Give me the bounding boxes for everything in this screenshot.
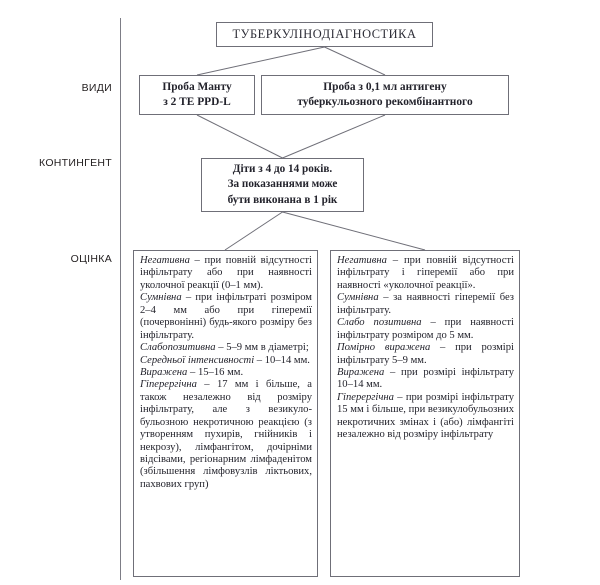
evaluation-entry [140, 367, 312, 379]
type-box-mantoux-line1: Проба Манту [162, 81, 232, 94]
stage-label-types: ВИДИ [81, 82, 112, 94]
evaluation-entry-text: – 5–9 мм в діаметрі; [215, 342, 309, 354]
evaluation-entry-text: – при розмірі інфільтрату 10–14 мм. [337, 366, 514, 391]
evaluation-box-antigen [330, 250, 520, 577]
evaluation-entry [140, 355, 312, 367]
title-box [216, 22, 433, 47]
evaluation-entry [140, 292, 312, 342]
evaluation-entry [337, 392, 514, 442]
evaluation-entry [337, 367, 514, 392]
stage-label-contingent: КОНТИНГЕНТ [39, 157, 112, 169]
evaluation-entry-term: Сумнівна [337, 292, 379, 304]
evaluation-entry-term: Виражена [140, 366, 188, 378]
type-box-antigen-line1: Проба з 0,1 мл антигену [323, 81, 447, 94]
evaluation-entry-term: Помірно виражена [337, 342, 431, 354]
evaluation-entry [337, 317, 514, 342]
evaluation-entry [140, 379, 312, 491]
evaluation-entry [337, 292, 514, 317]
type-box-antigen [261, 75, 509, 115]
evaluation-entry-text: – 15–16 мм. [187, 366, 244, 378]
evaluation-entry-text: – при повній відсутності інфільтрату і гіперемії або при наявності «уколочної реакції». [337, 255, 514, 291]
evaluation-entry-text: – 17 мм і більше, а також незалежно від розміру інфільтрату, але з везикуло-бульозною некротичною реакцією (з утворенням пухирів, гнійників і некрозу), лімфангітом, дочірніми відсівами, регіонарним лімфаденітом (збільшення лімфовузлів ліктьових, пахвових груп) [140, 379, 312, 490]
contingent-box-line3: бути виконана в 1 рік [227, 193, 338, 206]
evaluation-entry [140, 255, 312, 292]
evaluation-entry-text: – при розмірі інфільтрату 15 мм і більше, при везикулобульозних некротичних змінах і (або) лімфангіті незалежно від розміру інфільтрату [337, 391, 514, 441]
evaluation-entry-term: Негативна [140, 255, 190, 266]
evaluation-entry [337, 255, 514, 292]
evaluation-entry-text: – при інфільтраті розміром 2–4 мм або при гіперемії (почервонінні) будь-якого розміру без інфільтрату. [140, 292, 312, 341]
evaluation-box-mantoux [133, 250, 318, 577]
evaluation-entry [337, 342, 514, 367]
evaluation-entry-term: Середньої інтенсивності [140, 354, 255, 366]
evaluation-entry-text: – при наявності інфільтрату розміром до 5 мм. [337, 317, 514, 341]
evaluation-entry-term: Негативна [337, 255, 387, 266]
evaluation-entry-term: Гіперергічна [140, 379, 197, 391]
evaluation-entry [140, 342, 312, 354]
stage-column-divider [120, 18, 121, 580]
evaluation-entry-term: Слабо позитивна [337, 317, 422, 329]
type-box-antigen-line2: туберкульозного рекомбінантного [297, 96, 473, 108]
stage-label-evaluation: ОЦІНКА [70, 253, 112, 265]
evaluation-entry-term: Слабопозитивна [140, 342, 216, 354]
contingent-box [201, 158, 364, 212]
title-box-label: ТУБЕРКУЛІНОДІАГНОСТИКА [232, 27, 417, 41]
evaluation-entry-text: – при повній відсутності інфільтрату або при наявності уколочної реакції (0–1 мм). [140, 255, 312, 291]
type-box-mantoux-line2: з 2 ТЕ PPD-L [163, 96, 231, 108]
evaluation-entry-term: Гіперергічна [337, 391, 394, 403]
contingent-box-line1: Діти з 4 до 14 років. [232, 163, 333, 176]
evaluation-entry-text: – 10–14 мм. [254, 354, 310, 366]
evaluation-entry-text: – за наявності гіперемії без інфільтрату. [337, 292, 514, 316]
type-box-mantoux [139, 75, 255, 115]
evaluation-entry-text: – при розмірі інфільтрату 5–9 мм. [337, 342, 514, 366]
evaluation-entry-term: Виражена [337, 366, 385, 378]
contingent-box-line2: За показаннями може [227, 178, 338, 191]
evaluation-entry-term: Сумнівна [140, 292, 182, 304]
